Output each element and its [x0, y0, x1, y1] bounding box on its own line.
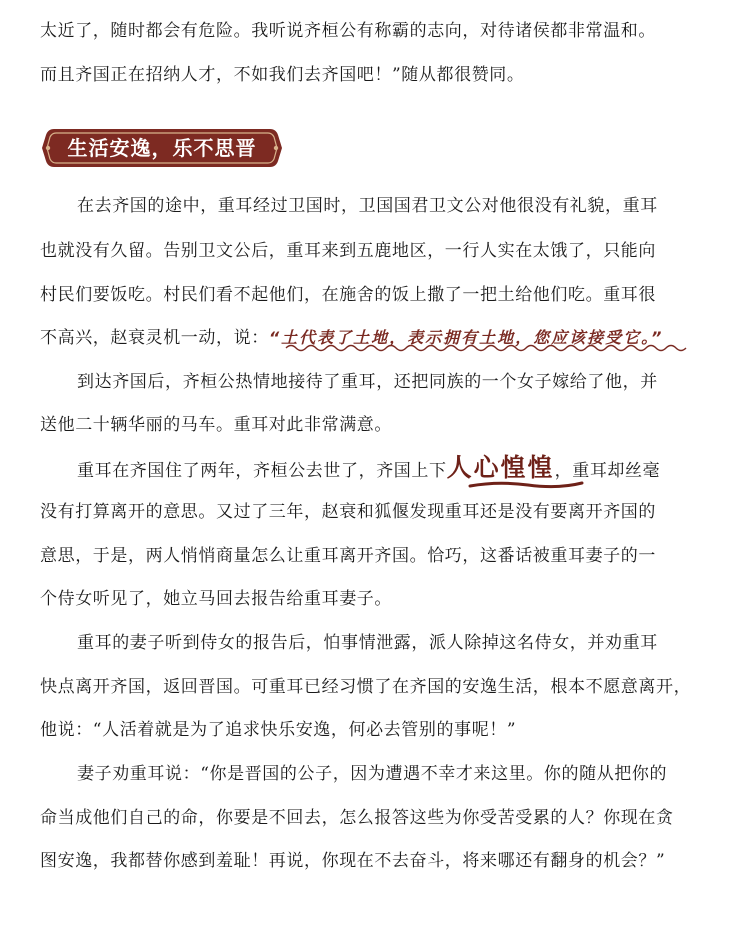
text-line: 命当成他们自己的命，你要是不回去，怎么报答这些为你受苦受累的人？你现在贪: [40, 808, 674, 828]
handwritten-quote: “土代表了土地，表示拥有土地，您应该接受它。”: [268, 328, 664, 347]
text-line: 在去齐国的途中，重耳经过卫国时，卫国国君卫文公对他很没有礼貌，重耳: [77, 196, 658, 216]
text-line: 妻子劝重耳说：“你是晋国的公子，因为遭遇不幸才来这里。你的随从把你的: [77, 764, 668, 784]
text-line: 没有打算离开的意思。又过了三年，赵衰和狐偃发现重耳还是没有要离开齐国的: [40, 502, 656, 522]
text-line: 他说：“人活着就是为了追求快乐安逸，何必去管别的事呢！”: [40, 720, 517, 740]
text-line: [77, 453, 700, 483]
section-title: 生活安逸，乐不思晋: [67, 136, 257, 160]
emphasis-phrase: 人心惶惶: [446, 453, 555, 482]
text-span: ，重耳却丝毫: [554, 461, 661, 481]
text-line: 个侍女听见了，她立马回去报告给重耳妻子。: [40, 589, 392, 609]
text-line: 重耳的妻子听到侍女的报告后，怕事情泄露，派人除掉这名侍女，并劝重耳: [77, 633, 658, 653]
text-line: 村民们要饭吃。村民们看不起他们，在施舍的饭上撒了一把土给他们吃。重耳很: [40, 285, 656, 305]
text-line: 送他二十辆华丽的马车。重耳对此非常满意。: [40, 415, 392, 435]
text-line: 图安逸，我都替你感到羞耻！再说，你现在不去奋斗，将来哪还有翻身的机会？”: [40, 851, 666, 871]
text-line: 也就没有久留。告别卫文公后，重耳来到五鹿地区，一行人实在太饿了，只能向: [40, 241, 656, 261]
text-line: 意思，于是，两人悄悄商量怎么让重耳离开齐国。恰巧，这番话被重耳妻子的一: [40, 546, 656, 566]
text-line: 而且齐国正在招纳人才，不如我们去齐国吧！”随从都很赞同。: [40, 65, 525, 85]
brush-underline-icon: [468, 478, 584, 492]
section-banner: [40, 127, 284, 169]
text-line: 到达齐国后，齐桓公热情地接待了重耳，还把同族的一个女子嫁给了他，并: [77, 372, 658, 392]
text-line: 快点离开齐国，返回晋国。可重耳已经习惯了在齐国的安逸生活，根本不愿意离开，: [40, 677, 692, 697]
text-span: 不高兴，赵衰灵机一动，说：: [40, 328, 269, 348]
text-span: 重耳在齐国住了两年，齐桓公去世了，齐国上下: [77, 461, 447, 481]
wavy-underline-icon: [284, 342, 696, 354]
text-line: 太近了，随时都会有危险。我听说齐桓公有称霸的志向，对待诸侯都非常温和。: [40, 21, 656, 41]
